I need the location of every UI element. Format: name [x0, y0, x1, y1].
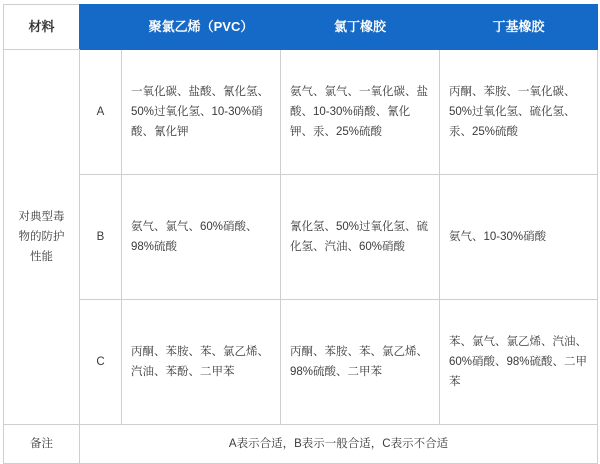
cell-b-butyl: 氨气、10-30%硝酸 [440, 175, 598, 300]
grade-cell-c: C [80, 300, 122, 425]
cell-c-pvc: 丙酮、苯胺、苯、氯乙烯、汽油、苯酚、二甲苯 [122, 300, 281, 425]
cell-a-neoprene: 氨气、氯气、一氧化碳、盐酸、10-30%硝酸、氰化钾、汞、25%硫酸 [281, 50, 440, 175]
row-group-label: 对典型毒物的防护性能 [4, 50, 80, 425]
header-column-pvc: 聚氯乙烯（PVC） [122, 5, 281, 50]
grade-cell-b: B [80, 175, 122, 300]
cell-b-pvc: 氨气、氯气、60%硝酸、98%硫酸 [122, 175, 281, 300]
grade-cell-a: A [80, 50, 122, 175]
header-material-label: 材料 [4, 5, 80, 50]
table-row [4, 175, 598, 300]
cell-b-neoprene: 氰化氢、50%过氧化氢、硫化氢、汽油、60%硝酸 [281, 175, 440, 300]
cell-a-pvc: 一氧化碳、盐酸、氰化氢、50%过氧化氢、10-30%硝酸、氰化钾 [122, 50, 281, 175]
table-row [4, 300, 598, 425]
header-column-butyl-rubber: 丁基橡胶 [440, 5, 598, 50]
header-grade-blank [80, 5, 122, 50]
table-row [4, 50, 598, 175]
header-column-neoprene: 氯丁橡胶 [281, 5, 440, 50]
table-header-row [4, 5, 598, 50]
footer-label: 备注 [4, 425, 80, 464]
table-footer-row [4, 425, 598, 464]
footer-note: A表示合适，B表示一般合适，C表示不合适 [80, 425, 598, 464]
cell-a-butyl: 丙酮、苯胺、一氧化碳、50%过氧化氢、硫化氢、汞、25%硫酸 [440, 50, 598, 175]
cell-c-butyl: 苯、氯气、氯乙烯、汽油、60%硝酸、98%硫酸、二甲苯 [440, 300, 598, 425]
protection-performance-table [3, 4, 598, 464]
cell-c-neoprene: 丙酮、苯胺、苯、氯乙烯、98%硫酸、二甲苯 [281, 300, 440, 425]
